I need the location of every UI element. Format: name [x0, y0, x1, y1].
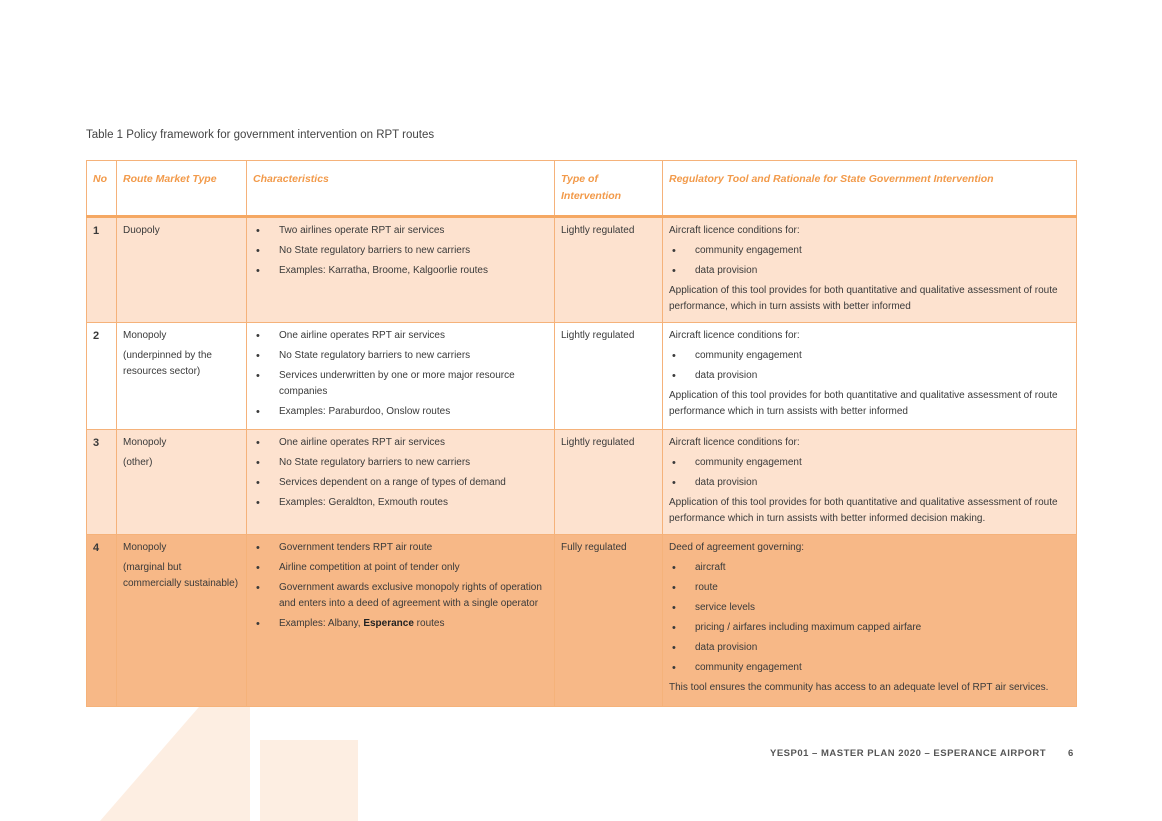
tool-item: • community engagement	[669, 243, 1070, 259]
page-number: 6	[1068, 748, 1074, 759]
route-type-cell	[117, 217, 247, 323]
characteristic-item: • Examples: Geraldton, Exmouth routes	[253, 495, 548, 511]
example-prefix: Examples: Albany,	[279, 618, 364, 629]
characteristics-cell	[247, 323, 555, 430]
table-caption: Table 1 Policy framework for government intervention on RPT routes	[86, 129, 435, 141]
characteristic-item: • No State regulatory barriers to new carriers	[253, 243, 548, 259]
logo-watermark	[100, 700, 370, 821]
example-highlight: Esperance	[363, 618, 414, 629]
footer-title: YESP01 – MASTER PLAN 2020 – ESPERANCE AIRPORT	[770, 748, 1047, 759]
characteristic-item: • Services underwritten by one or more major resource companies	[253, 368, 548, 400]
characteristic-item: • Services dependent on a range of types of demand	[253, 475, 548, 491]
characteristic-item: • Examples: Paraburdoo, Onslow routes	[253, 404, 548, 420]
row-number: 2	[87, 323, 117, 430]
intervention-cell: Lightly regulated	[555, 430, 663, 535]
characteristic-item: • Airline competition at point of tender only	[253, 560, 548, 576]
table-row	[87, 323, 1077, 430]
characteristic-item: • Two airlines operate RPT air services	[253, 223, 548, 239]
characteristic-item: • One airline operates RPT air services	[253, 435, 548, 451]
characteristic-item	[253, 616, 548, 632]
tool-item: • data provision	[669, 640, 1070, 656]
route-type-note: (other)	[123, 457, 153, 468]
characteristic-item: • Government awards exclusive monopoly rights of operation and enters into a deed of agreement with a single operator	[253, 580, 548, 612]
tool-item: • route	[669, 580, 1070, 596]
header-no: No	[87, 161, 117, 217]
intervention-cell: Lightly regulated	[555, 217, 663, 323]
tool-rationale: Application of this tool provides for both quantitative and qualitative assessment of route performance which in turn assists with better informed	[669, 390, 1058, 417]
tool-item: • aircraft	[669, 560, 1070, 576]
table-header-row	[87, 161, 1077, 217]
characteristics-cell	[247, 535, 555, 707]
tool-item: • service levels	[669, 600, 1070, 616]
characteristic-item: • No State regulatory barriers to new carriers	[253, 455, 548, 471]
header-tool: Regulatory Tool and Rationale for State Government Intervention	[663, 161, 1077, 217]
policy-table	[86, 160, 1077, 707]
tool-item: • community engagement	[669, 348, 1070, 364]
intervention-cell: Lightly regulated	[555, 323, 663, 430]
tool-cell	[663, 323, 1077, 430]
example-suffix: routes	[413, 618, 445, 629]
row-number: 4	[87, 535, 117, 707]
header-characteristics: Characteristics	[247, 161, 555, 217]
route-type-cell	[117, 323, 247, 430]
route-type-note: (marginal but commercially sustainable)	[123, 562, 239, 589]
tool-intro: Aircraft licence conditions for:	[669, 330, 800, 341]
characteristics-cell	[247, 430, 555, 535]
table-row	[87, 430, 1077, 535]
row-number: 3	[87, 430, 117, 535]
route-type-cell	[117, 535, 247, 707]
characteristic-item: • One airline operates RPT air services	[253, 328, 548, 344]
row-number: 1	[87, 217, 117, 323]
tool-item: • data provision	[669, 368, 1070, 384]
tool-item: • community engagement	[669, 660, 1070, 676]
tool-intro: Deed of agreement governing:	[669, 542, 805, 553]
tool-rationale: This tool ensures the community has access to an adequate level of RPT air services.	[669, 682, 1049, 693]
tool-item: • community engagement	[669, 455, 1070, 471]
intervention-cell: Fully regulated	[555, 535, 663, 707]
tool-rationale: Application of this tool provides for both quantitative and qualitative assessment of route performance which in turn assists with better informed decision making.	[669, 497, 1058, 524]
characteristics-cell	[247, 217, 555, 323]
header-route-type: Route Market Type	[117, 161, 247, 217]
tool-cell	[663, 217, 1077, 323]
table-row	[87, 217, 1077, 323]
tool-cell	[663, 535, 1077, 707]
characteristic-item: • Examples: Karratha, Broome, Kalgoorlie routes	[253, 263, 548, 279]
tool-item: • data provision	[669, 263, 1070, 279]
characteristic-item: • No State regulatory barriers to new carriers	[253, 348, 548, 364]
tool-intro: Aircraft licence conditions for:	[669, 225, 800, 236]
tool-item: • data provision	[669, 475, 1070, 491]
tool-cell	[663, 430, 1077, 535]
tool-rationale: Application of this tool provides for both quantitative and qualitative assessment of route performance, which in turn assists with better informed	[669, 285, 1058, 312]
tool-item: • pricing / airfares including maximum capped airfare	[669, 620, 1070, 636]
route-type: Monopoly	[123, 437, 167, 448]
route-type: Monopoly	[123, 542, 167, 553]
header-intervention: Type of Intervention	[555, 161, 663, 217]
characteristic-item: • Government tenders RPT air route	[253, 540, 548, 556]
tool-intro: Aircraft licence conditions for:	[669, 437, 800, 448]
table-row	[87, 535, 1077, 707]
route-type-cell	[117, 430, 247, 535]
route-type: Monopoly	[123, 330, 167, 341]
route-type-note: (underpinned by the resources sector)	[123, 350, 212, 377]
route-type: Duopoly	[123, 225, 160, 236]
